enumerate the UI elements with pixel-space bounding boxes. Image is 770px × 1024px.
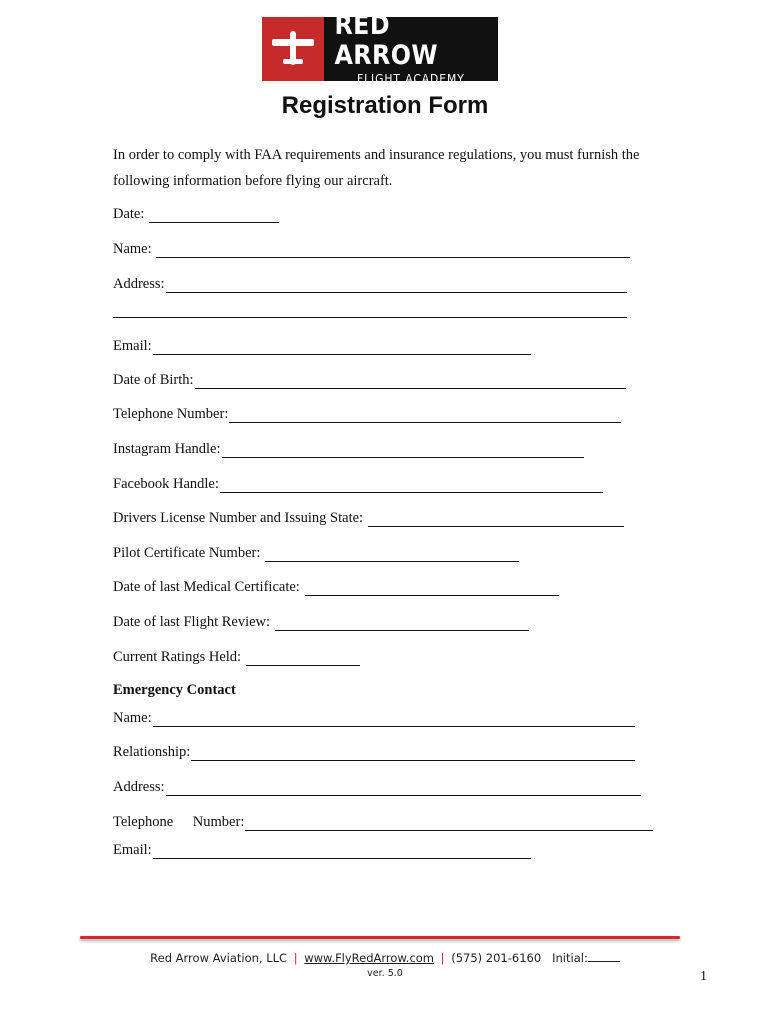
facebook-field[interactable] bbox=[113, 475, 603, 493]
emergency-telephone-field[interactable] bbox=[113, 813, 653, 831]
license-field[interactable] bbox=[113, 509, 624, 527]
page-title: Registration Form bbox=[281, 92, 489, 119]
license-line[interactable] bbox=[368, 512, 624, 527]
ratings-field[interactable] bbox=[113, 648, 360, 666]
relationship-label: Relationship: bbox=[113, 744, 191, 760]
medical-field[interactable] bbox=[113, 578, 559, 596]
logo-line2: FLIGHT ACADEMY bbox=[357, 72, 465, 86]
telephone-label: Telephone Number: bbox=[113, 406, 229, 422]
date-field[interactable] bbox=[113, 205, 279, 223]
pilot-cert-line[interactable] bbox=[265, 547, 519, 562]
footer-company: Red Arrow Aviation, LLC bbox=[150, 951, 288, 965]
emergency-heading: Emergency Contact bbox=[113, 682, 236, 698]
emergency-name-label: Name: bbox=[113, 710, 152, 726]
name-field[interactable] bbox=[113, 240, 630, 258]
facebook-label: Facebook Handle: bbox=[113, 476, 219, 492]
address-line-2-rule[interactable] bbox=[113, 303, 627, 318]
intro-paragraph: In order to comply with FAA requirements and insurance regulations, you must furnish the following information before flying our aircraft. bbox=[113, 147, 640, 189]
emergency-email-line[interactable] bbox=[153, 844, 531, 859]
address-line-2[interactable] bbox=[113, 303, 627, 318]
instagram-label: Instagram Handle: bbox=[113, 441, 221, 457]
dob-label: Date of Birth: bbox=[113, 372, 194, 388]
telephone-line[interactable] bbox=[229, 408, 621, 423]
airplane-icon bbox=[262, 17, 324, 81]
footer-separator: | bbox=[440, 951, 445, 965]
medical-line[interactable] bbox=[305, 581, 559, 596]
footer-rule bbox=[80, 936, 680, 939]
footer-separator: | bbox=[293, 951, 298, 965]
date-label: Date: bbox=[113, 206, 145, 222]
flight-review-line[interactable] bbox=[275, 616, 529, 631]
emergency-address-label: Address: bbox=[113, 779, 165, 795]
license-label: Drivers License Number and Issuing State: bbox=[113, 510, 364, 526]
email-line[interactable] bbox=[153, 340, 531, 355]
footer bbox=[0, 951, 770, 965]
address-field[interactable] bbox=[113, 275, 627, 293]
name-label: Name: bbox=[113, 241, 152, 257]
page-number: 1 bbox=[700, 969, 707, 984]
name-line[interactable] bbox=[156, 243, 630, 258]
telephone-field[interactable] bbox=[113, 405, 621, 423]
logo-line1: RED ARROW bbox=[334, 10, 439, 71]
footer-initial-label: Initial: bbox=[552, 951, 588, 965]
emergency-email-field[interactable] bbox=[113, 841, 531, 859]
footer-phone: (575) 201-6160 bbox=[451, 951, 542, 965]
ratings-line[interactable] bbox=[246, 651, 360, 666]
email-field[interactable] bbox=[113, 337, 531, 355]
date-line[interactable] bbox=[149, 208, 279, 223]
facebook-line[interactable] bbox=[220, 478, 603, 493]
relationship-line[interactable] bbox=[191, 746, 635, 761]
logo bbox=[262, 10, 498, 86]
emergency-name-field[interactable] bbox=[113, 709, 635, 727]
emergency-address-field[interactable] bbox=[113, 778, 641, 796]
relationship-field[interactable] bbox=[113, 743, 635, 761]
dob-field[interactable] bbox=[113, 371, 626, 389]
emergency-address-line[interactable] bbox=[166, 781, 641, 796]
emergency-telephone-line[interactable] bbox=[245, 816, 653, 831]
dob-line[interactable] bbox=[195, 374, 626, 389]
instagram-field[interactable] bbox=[113, 440, 584, 458]
ratings-label: Current Ratings Held: bbox=[113, 649, 242, 665]
emergency-name-line[interactable] bbox=[153, 712, 635, 727]
address-line[interactable] bbox=[166, 278, 627, 293]
logo-wordmark bbox=[324, 10, 498, 86]
emergency-telephone-label: Telephone Number: bbox=[113, 814, 245, 830]
flight-review-label: Date of last Flight Review: bbox=[113, 614, 271, 630]
email-label: Email: bbox=[113, 338, 152, 354]
address-label: Address: bbox=[113, 276, 165, 292]
version-label: ver. 5.0 bbox=[367, 968, 403, 979]
pilot-cert-field[interactable] bbox=[113, 544, 519, 562]
emergency-email-label: Email: bbox=[113, 842, 152, 858]
instagram-line[interactable] bbox=[222, 443, 584, 458]
footer-initial-line[interactable] bbox=[588, 951, 620, 962]
pilot-cert-label: Pilot Certificate Number: bbox=[113, 545, 261, 561]
medical-label: Date of last Medical Certificate: bbox=[113, 579, 300, 595]
footer-website-link[interactable]: www.FlyRedArrow.com bbox=[304, 951, 435, 965]
flight-review-field[interactable] bbox=[113, 613, 529, 631]
